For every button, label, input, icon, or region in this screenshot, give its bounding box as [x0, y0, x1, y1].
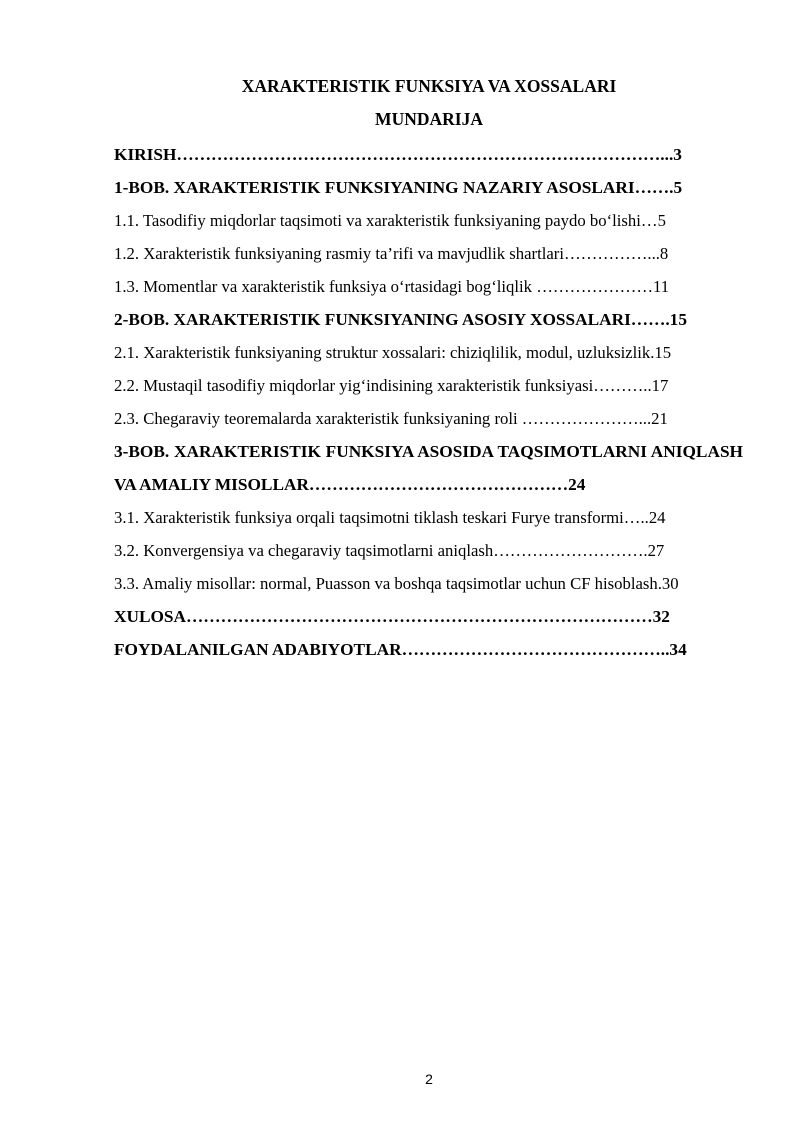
toc-entry-2-3: 2.3. Chegaraviy teoremalarda xarakteristik funksiyaning roli …………………...21 [114, 409, 668, 428]
toc-entry-introduction: KIRISH…………………………………………………………………………...3 [114, 145, 682, 164]
toc-entry-references: FOYDALANILGAN ADABIYOTLAR………………………………………..34 [114, 640, 687, 659]
table-of-contents [114, 138, 743, 666]
toc-entry-3-3: 3.3. Amaliy misollar: normal, Puasson va boshqa taqsimotlar uchun CF hisoblash.30 [114, 574, 679, 593]
toc-entry-chapter-2: 2-BOB. XARAKTERISTIK FUNKSIYANING ASOSIY XOSSALARI…….15 [114, 310, 687, 329]
toc-entry-1-1: 1.1. Tasodifiy miqdorlar taqsimoti va xarakteristik funksiyaning paydo bo‘lishi…5 [114, 211, 666, 230]
document-title: XARAKTERISTIK FUNKSIYA VA XOSSALARI [241, 76, 617, 96]
page-number: 2 [425, 1071, 433, 1087]
toc-entry-3-2: 3.2. Konvergensiya va chegaraviy taqsimotlarni aniqlash……………………….27 [114, 541, 665, 560]
toc-entry-chapter-3: 3-BOB. XARAKTERISTIK FUNKSIYA ASOSIDA TAQSIMOTLARNI ANIQLASH VA AMALIY MISOLLAR………………………………………24 [114, 442, 743, 494]
toc-entry-2-1: 2.1. Xarakteristik funksiyaning struktur xossalari: chiziqlilik, modul, uzluksizlik.15 [114, 343, 672, 362]
toc-entry-conclusion: XULOSA………………………………………………………………………32 [114, 607, 670, 626]
toc-entry-chapter-1: 1-BOB. XARAKTERISTIK FUNKSIYANING NAZARIY ASOSLARI…….5 [114, 178, 683, 197]
toc-entry-2-2: 2.2. Mustaqil tasodifiy miqdorlar yig‘indisining xarakteristik funksiyasi………..17 [114, 376, 669, 395]
toc-entry-1-2: 1.2. Xarakteristik funksiyaning rasmiy ta’rifi va mavjudlik shartlari……………...8 [114, 244, 669, 263]
contents-heading: MUNDARIJA [375, 109, 483, 129]
toc-entry-1-3: 1.3. Momentlar va xarakteristik funksiya o‘rtasidagi bog‘liqlik …………………11 [114, 277, 670, 296]
toc-entry-3-1: 3.1. Xarakteristik funksiya orqali taqsimotni tiklash teskari Furye transformi…..24 [114, 508, 666, 527]
